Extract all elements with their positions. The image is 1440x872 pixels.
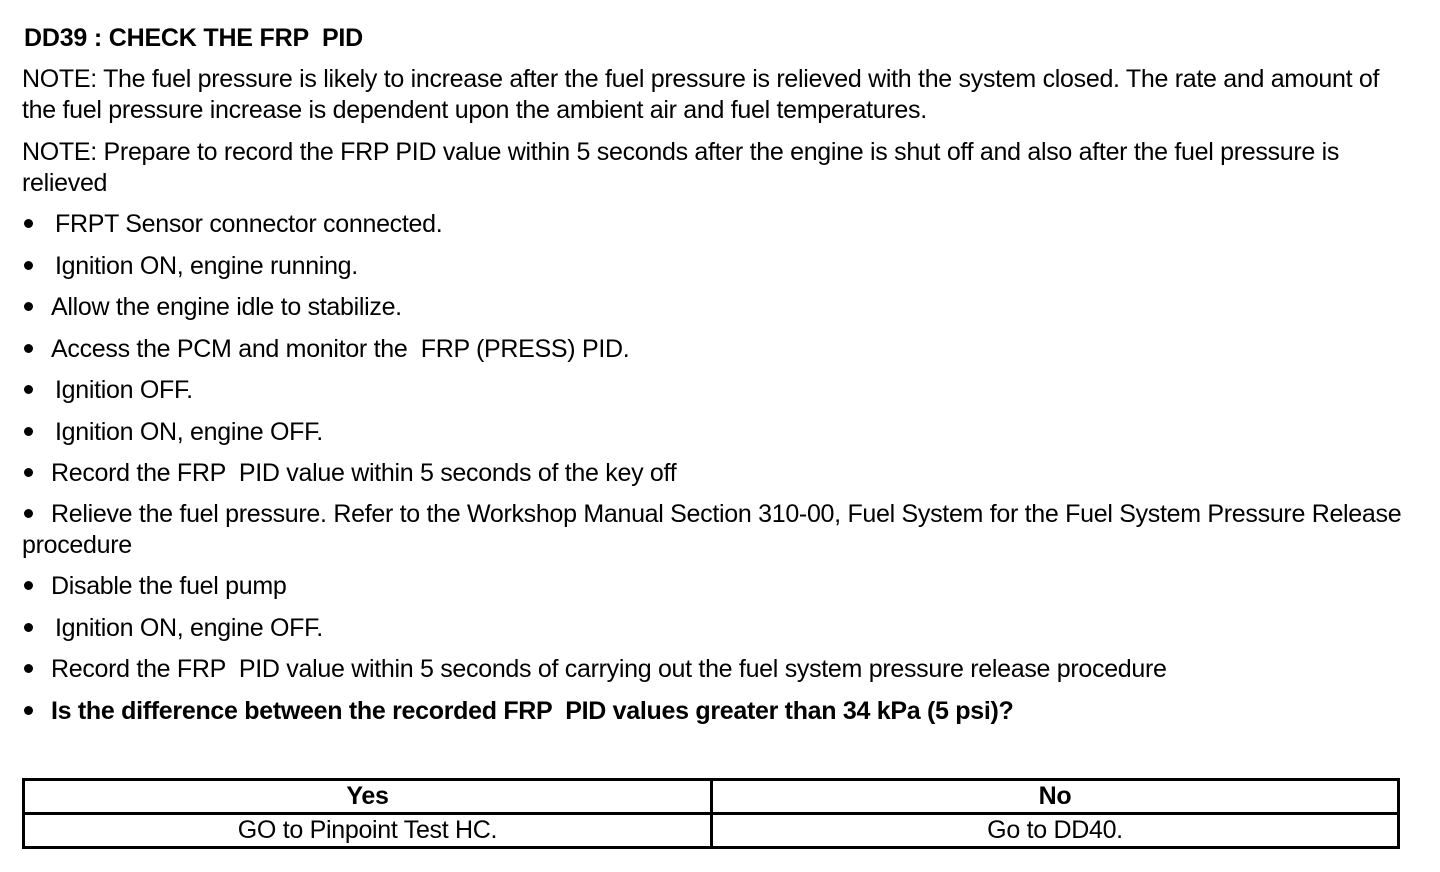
list-item — [24, 209, 442, 240]
bullet-icon — [24, 664, 33, 673]
step-title: DD39 : CHECK THE FRP PID — [24, 24, 364, 52]
bullet-icon — [24, 219, 33, 228]
list-item — [24, 375, 193, 406]
action-no: Go to DD40. — [712, 814, 1399, 848]
bullet-icon — [24, 468, 33, 477]
result-table — [22, 778, 1400, 849]
list-item — [24, 417, 323, 448]
step-text: FRPT Sensor connector connected. — [55, 210, 443, 238]
note-record-timing: NOTE: Prepare to record the FRP PID value within 5 seconds after the engine is shut off and also after the fuel pressure is relieved — [22, 138, 1340, 197]
action-yes: GO to Pinpoint Test HC. — [24, 814, 712, 848]
header-yes: Yes — [24, 780, 712, 814]
bullet-icon — [24, 302, 33, 311]
step-text: Record the FRP PID value within 5 seconds of the key off — [51, 459, 677, 487]
step-text: Ignition OFF. — [55, 376, 193, 404]
list-item — [24, 334, 629, 365]
step-text: Allow the engine idle to stabilize. — [51, 293, 402, 321]
list-item — [24, 292, 402, 323]
list-item — [24, 458, 676, 489]
list-item — [24, 571, 287, 602]
bullet-icon — [24, 706, 33, 715]
note-fuel-pressure-increase: NOTE: The fuel pressure is likely to increase after the fuel pressure is relieved with the system closed. The rate and amount of the fuel pressure increase is dependent upon the ambient air and fuel temperatures. — [22, 65, 1380, 124]
bullet-icon — [24, 385, 33, 394]
table-row — [24, 814, 1399, 848]
step-text: Disable the fuel pump — [51, 572, 287, 600]
question-item — [24, 696, 1013, 727]
bullet-icon — [24, 261, 33, 270]
list-item — [24, 654, 1167, 685]
table-header-row — [24, 780, 1399, 814]
bullet-icon — [24, 427, 33, 436]
bullet-icon — [24, 509, 33, 518]
bullet-icon — [24, 623, 33, 632]
question-text: Is the difference between the recorded FRP PID values greater than 34 kPa (5 psi)? — [51, 697, 1014, 725]
header-no: No — [712, 780, 1399, 814]
bullet-icon — [24, 344, 33, 353]
step-text: Ignition ON, engine OFF. — [55, 418, 323, 446]
list-item — [24, 251, 358, 282]
step-text: Record the FRP PID value within 5 seconds of carrying out the fuel system pressure release procedure — [51, 655, 1167, 683]
bullet-icon — [24, 581, 33, 590]
list-item — [22, 499, 1417, 561]
step-text: Relieve the fuel pressure. Refer to the Workshop Manual Section 310-00, Fuel System for the Fuel System Pressure Release procedure — [22, 500, 1402, 559]
step-text: Access the PCM and monitor the FRP (PRESS) PID. — [51, 335, 630, 363]
step-text: Ignition ON, engine OFF. — [55, 614, 323, 642]
step-text: Ignition ON, engine running. — [55, 252, 358, 280]
list-item — [24, 613, 323, 644]
